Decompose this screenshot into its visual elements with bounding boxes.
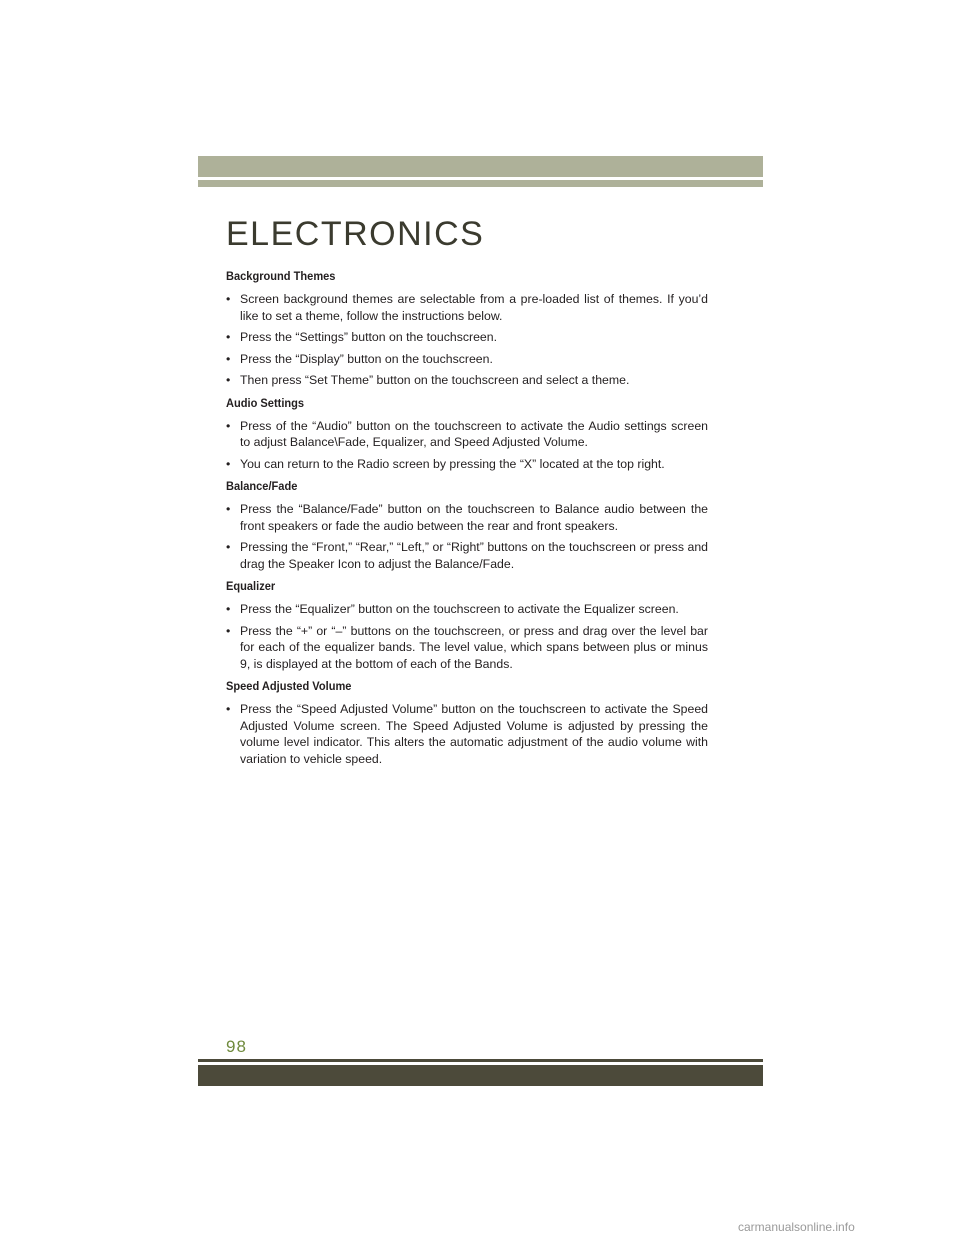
bullet-item: • You can return to the Radio screen by pressing the “X” located at the top right.: [226, 456, 708, 473]
section-heading: Audio Settings: [226, 395, 305, 410]
section-audio-settings: [226, 395, 708, 473]
section-heading: Background Themes: [226, 269, 336, 283]
section-speed-adjusted-volume: [226, 678, 708, 767]
bullet-list: [226, 291, 708, 389]
section-heading: Equalizer: [226, 579, 276, 593]
bullet-item: • Press the “Balance/Fade” button on the touchscreen to Balance audio between the front speakers or fade the audio between the rear and front speakers.: [226, 501, 708, 534]
header-band: [198, 156, 763, 177]
bullet-list: [226, 418, 708, 473]
bullet-item: • Pressing the “Front,” “Rear,” “Left,” or “Right” buttons on the touchscreen or press and drag the Speaker Icon to adjust the Balance/Fade.: [226, 539, 708, 572]
section-heading: Speed Adjusted Volume: [226, 679, 352, 693]
bullet-item: • Screen background themes are selectable from a pre-loaded list of themes. If you’d like to set a theme, follow the instructions below.: [226, 291, 708, 324]
section-title: ELECTRONICS: [226, 214, 485, 253]
page-body: [226, 268, 708, 773]
header-rule: [198, 180, 763, 187]
watermark: carmanualsonline.info: [738, 1220, 855, 1234]
bullet-list: [226, 501, 708, 572]
bullet-item: • Press the “Speed Adjusted Volume” button on the touchscreen to activate the Speed Adjusted Volume screen. The Speed Adjusted Volume is adjusted by pressing the volume level indicator. This alters the automatic adjustment of the audio volume with variation to vehicle speed.: [226, 701, 708, 767]
bullet-item: • Press the “Display” button on the touchscreen.: [226, 351, 708, 368]
page-number: 98: [226, 1037, 247, 1056]
footer-band: [198, 1065, 763, 1086]
section-background-themes: [226, 268, 708, 389]
bullet-item: • Then press “Set Theme” button on the touchscreen and select a theme.: [226, 372, 708, 389]
section-equalizer: [226, 578, 708, 672]
bullet-list: [226, 601, 708, 672]
bullet-item: • Press the “+” or “–” buttons on the touchscreen, or press and drag over the level bar for each of the equalizer bands. The level value, which spans between plus or minus 9, is displayed at the bottom of each of the Bands.: [226, 623, 708, 673]
bullet-item: • Press the “Settings” button on the touchscreen.: [226, 329, 708, 346]
bullet-item: • Press the “Equalizer” button on the touchscreen to activate the Equalizer screen.: [226, 601, 708, 618]
section-balance-fade: [226, 478, 708, 572]
footer-rule: [198, 1059, 763, 1062]
bullet-item: • Press of the “Audio” button on the touchscreen to activate the Audio settings screen to adjust Balance\Fade, Equalizer, and Speed Adjusted Volume.: [226, 418, 708, 451]
section-heading: Balance/Fade: [226, 479, 298, 493]
bullet-list: [226, 701, 708, 767]
